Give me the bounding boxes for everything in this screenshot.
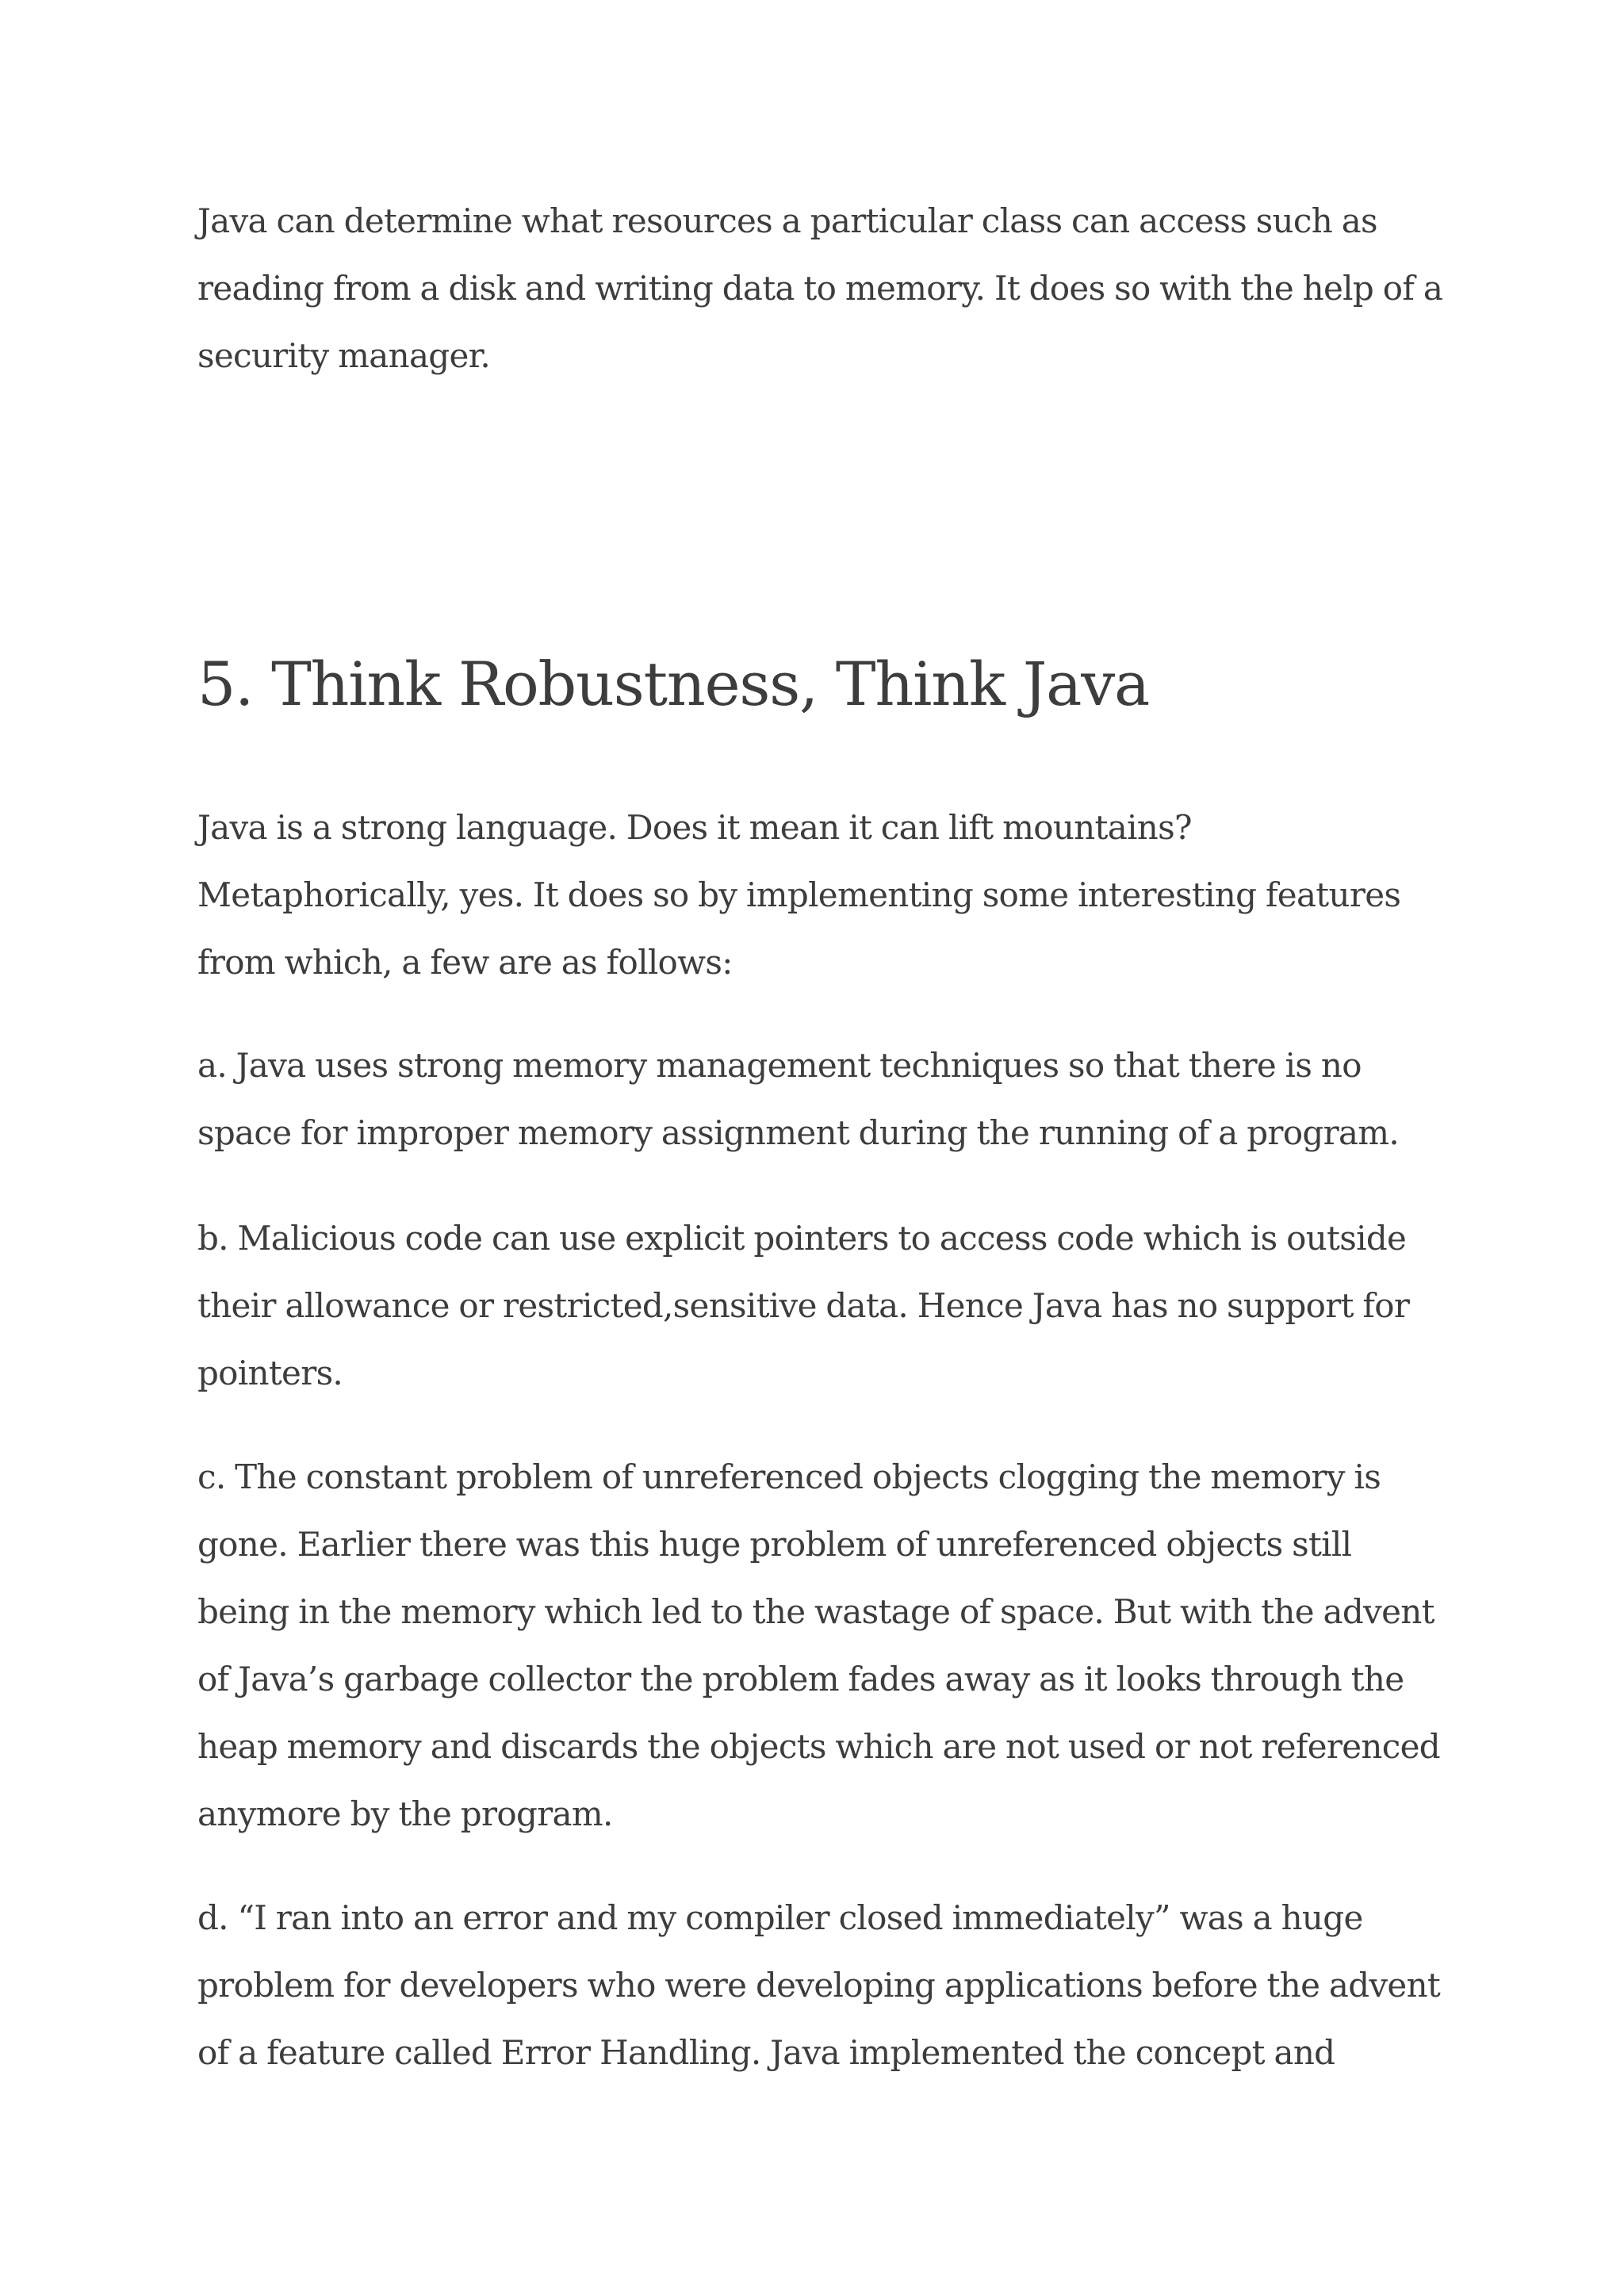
list-item-d: d. “I ran into an error and my compiler closed immediately” was a huge problem for developers who were developing applications before the advent of a feature called Error Handling. Java implemented the concept and [197, 1898, 1441, 2072]
intro-paragraph: Java can determine what resources a particular class can access such as reading from a disk and writing data to memory. It does so with the help of a security manager. [197, 201, 1443, 375]
lead-paragraph: Java is a strong language. Does it mean it can lift mountains? Metaphorically, yes. It does so by implementing some interesting features from which, a few are as follows: [197, 808, 1401, 982]
list-item-b: b. Malicious code can use explicit pointers to access code which is outside their allowance or restricted,sensitive data. Hence Java has no support for pointers. [197, 1219, 1410, 1392]
section-heading: 5. Think Robustness, Think Java [197, 649, 1150, 719]
list-item-c: c. The constant problem of unreferenced objects clogging the memory is gone. Earlier there was this huge problem of unreferenced objects still being in the memory which led to the wastage of space. But with the advent of Java’s garbage collector the problem fades away as it looks through the heap memory and discards the objects which are not used or not referenced anymore by the program. [197, 1457, 1440, 1833]
list-item-a: a. Java uses strong memory management techniques so that there is no space for improper memory assignment during the running of a program. [197, 1046, 1400, 1152]
